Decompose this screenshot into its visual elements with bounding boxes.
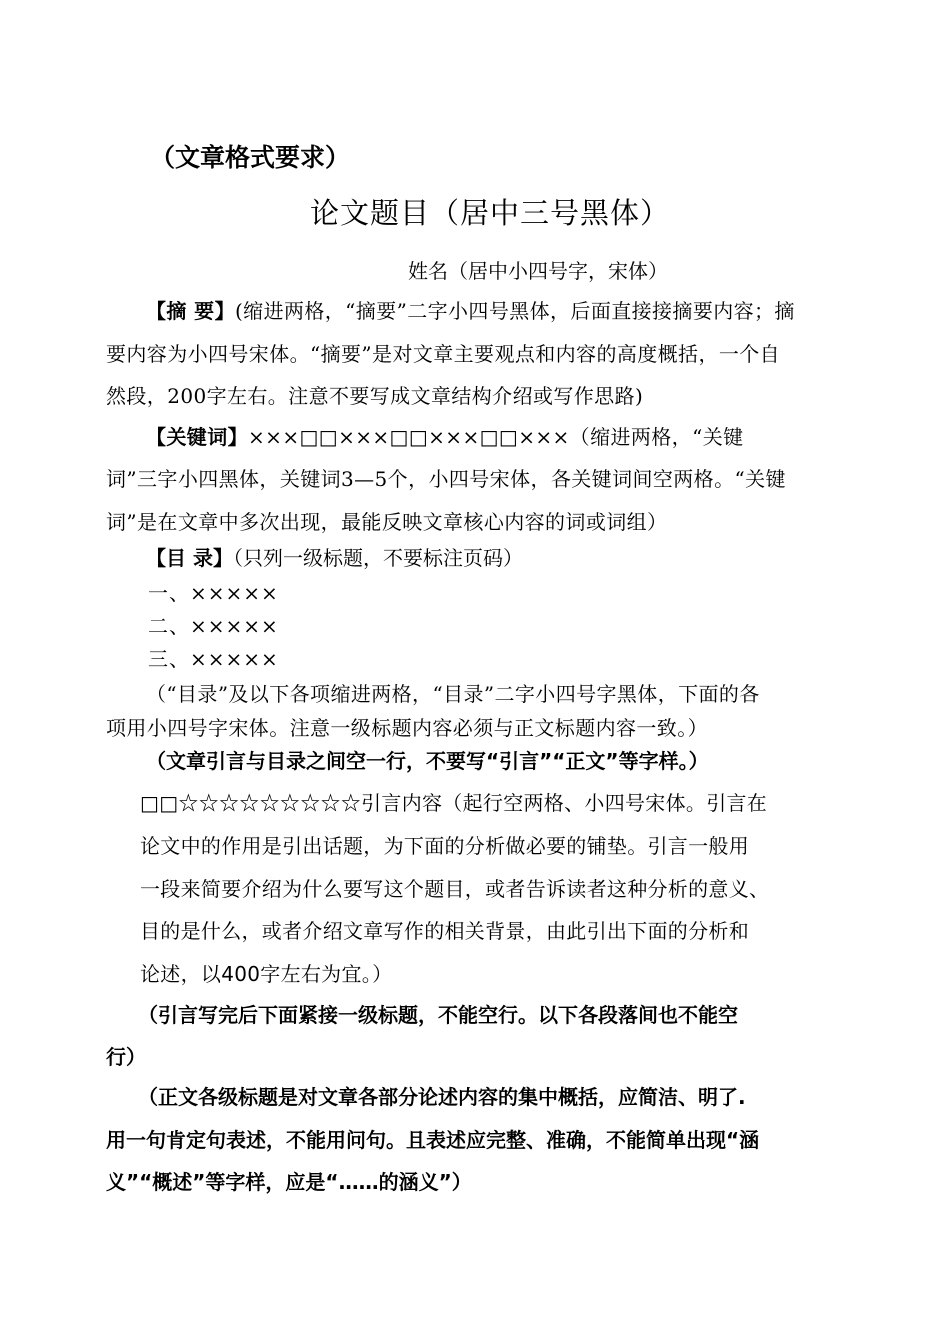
author-line: 姓名（居中小四号字，宋体） (408, 259, 668, 283)
abstract-line-3: 然段，200字左右。注意不要写成文章结构介绍或写作思路) (106, 384, 644, 408)
intro-line-2: 论文中的作用是引出话题，为下面的分析做必要的铺垫。引言一般用 (140, 834, 749, 858)
heading-note-line-1: （正文各级标题是对文章各部分论述内容的集中概括，应简洁、明了. (138, 1085, 746, 1109)
intro-line-1: □□☆☆☆☆☆☆☆☆☆引言内容（起行空两格、小四号宋体。引言在 (140, 791, 768, 815)
intro-line-5: 论述，以400字左右为宜。） (140, 962, 393, 986)
toc-explain-line-1: （“目录”及以下各项缩进两格，“目录”二字小四号字黑体，下面的各 (146, 682, 760, 706)
abstract-label: 【摘 要】 (146, 299, 235, 323)
abstract-text-1: (缩进两格，“摘要”二字小四号黑体，后面直接接摘要内容；摘 (234, 299, 795, 323)
heading-note-line-2: 用一句肯定句表述，不能用问句。且表述应完整、准确，不能简单出现“涵 (106, 1128, 760, 1152)
toc-note: （只列一级标题，不要标注页码） (232, 546, 523, 570)
intro-spacing-note: （文章引言与目录之间空一行，不要写“引言”“正文”等字样。） (146, 749, 709, 773)
abstract-line-2: 要内容为小四号宋体。“摘要”是对文章主要观点和内容的高度概括，一个自 (106, 342, 781, 366)
toc-item: 二、××××× (148, 614, 279, 638)
toc-explain-line-2: 项用小四号字宋体。注意一级标题内容必须与正文标题内容一致。） (106, 716, 708, 740)
toc-item: 三、××××× (148, 647, 279, 671)
after-intro-note-line-1: （引言写完后下面紧接一级标题，不能空行。以下各段落间也不能空 (138, 1003, 738, 1027)
format-heading: （文章格式要求） (150, 143, 351, 172)
keywords-line-3: 词”是在文章中多次出现，最能反映文章核心内容的词或词组） (106, 510, 668, 534)
keywords-line-2: 词”三字小四黑体，关键词3—5个，小四号宋体，各关键词间空两格。“关键 (106, 467, 786, 491)
toc-item: 一、××××× (148, 581, 279, 605)
toc-heading-line (146, 542, 523, 571)
after-intro-note-line-2: 行） (106, 1045, 146, 1069)
toc-label: 【目 录】 (146, 546, 233, 570)
keywords-label: 【关键词】 (146, 425, 248, 449)
keywords-line-1 (146, 421, 744, 450)
keywords-text-1: ×××□□×××□□×××□□×××（缩进两格，“关键 (248, 425, 744, 449)
intro-line-3: 一段来简要介绍为什么要写这个题目，或者告诉读者这种分析的意义、 (140, 877, 770, 901)
intro-line-4: 目的是什么，或者介绍文章写作的相关背景，由此引出下面的分析和 (140, 919, 749, 943)
paper-title: 论文题目（居中三号黑体） (310, 196, 671, 230)
abstract-line-1 (146, 295, 795, 324)
heading-note-line-3: 义”“概述”等字样，应是“……的涵义”） (106, 1170, 472, 1194)
